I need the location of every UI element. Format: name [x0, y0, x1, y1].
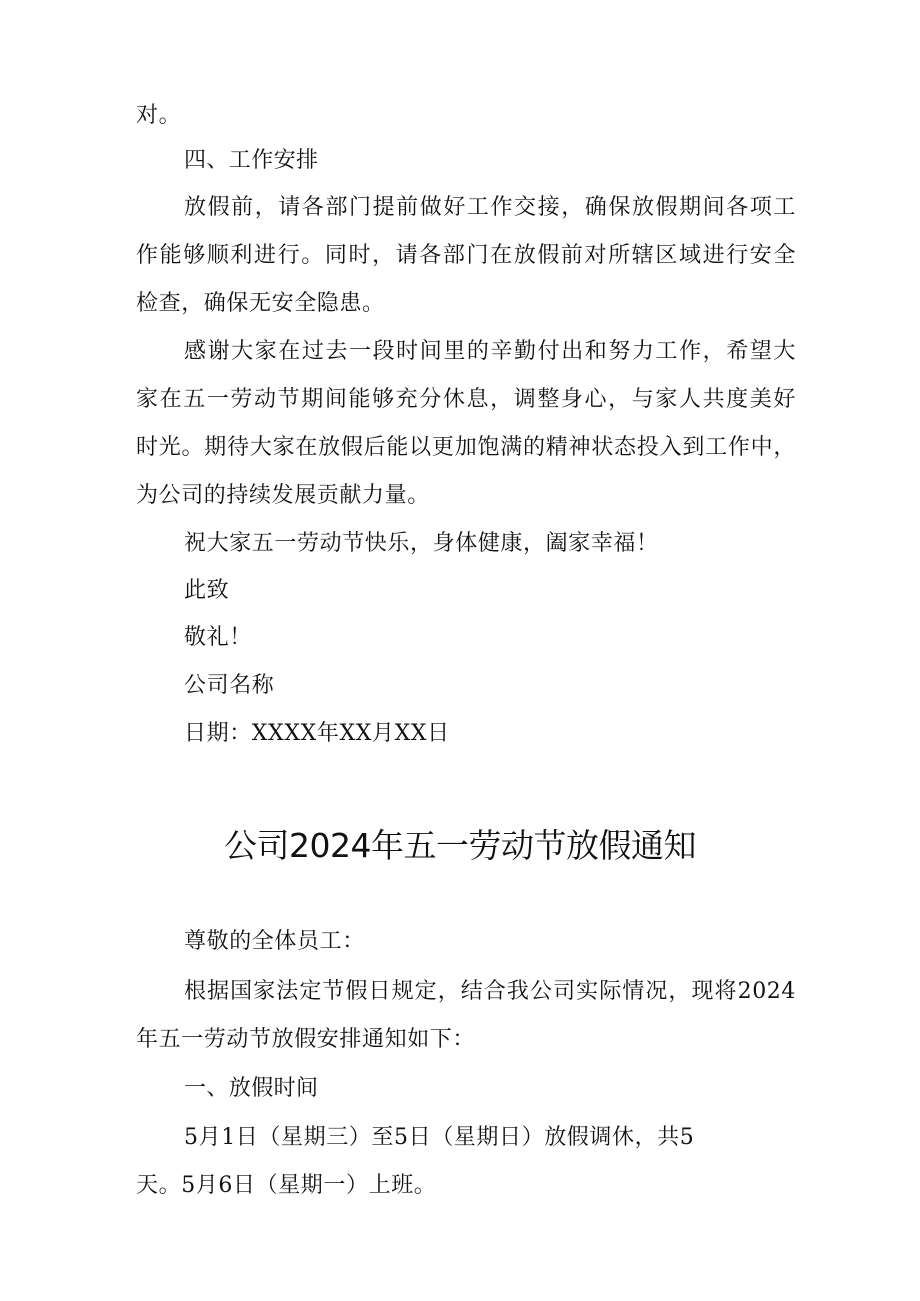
closing-line-jingli: 敬礼！: [184, 625, 252, 650]
section-heading-holiday-time: 一、放假时间: [184, 1076, 319, 1101]
company-name-line: 公司名称: [184, 673, 275, 698]
wishes-line: 祝大家五一劳动节快乐，身体健康，阖家幸福！: [184, 531, 659, 556]
paragraph-line: 放假前，请各部门提前做好工作交接，确保放假期间各项工: [184, 195, 796, 220]
paragraph-line: 时光。期待大家在放假后能以更加饱满的精神状态投入到工作中，: [136, 435, 796, 460]
paragraph-line: 天。5月6日（星期一）上班。: [136, 1173, 437, 1198]
section-heading-work-arrangement: 四、工作安排: [184, 148, 319, 173]
paragraph-line: 5月1日（星期三）至5日（星期日）放假调休，共5: [184, 1125, 695, 1150]
paragraph-line: 家在五一劳动节期间能够充分休息，调整身心，与家人共度美好: [136, 387, 796, 412]
paragraph-line: 根据国家法定节假日规定，结合我公司实际情况，现将2024: [184, 979, 796, 1004]
previous-paragraph-tail: 对。: [136, 103, 182, 128]
salutation-line: 尊敬的全体员工：: [184, 929, 365, 954]
paragraph-line: 感谢大家在过去一段时间里的辛勤付出和努力工作，希望大: [184, 339, 796, 364]
notice-title: 公司2024年五一劳动节放假通知: [224, 826, 696, 865]
paragraph-line: 作能够顺利进行。同时，请各部门在放假前对所辖区域进行安全: [136, 243, 796, 268]
closing-line-cizhi: 此致: [184, 578, 230, 603]
paragraph-line: 为公司的持续发展贡献力量。: [136, 483, 430, 508]
paragraph-line: 年五一劳动节放假安排通知如下：: [136, 1027, 476, 1052]
date-line: 日期：XXXX年XX月XX日: [184, 721, 450, 746]
paragraph-line: 检查，确保无安全隐患。: [136, 291, 385, 316]
